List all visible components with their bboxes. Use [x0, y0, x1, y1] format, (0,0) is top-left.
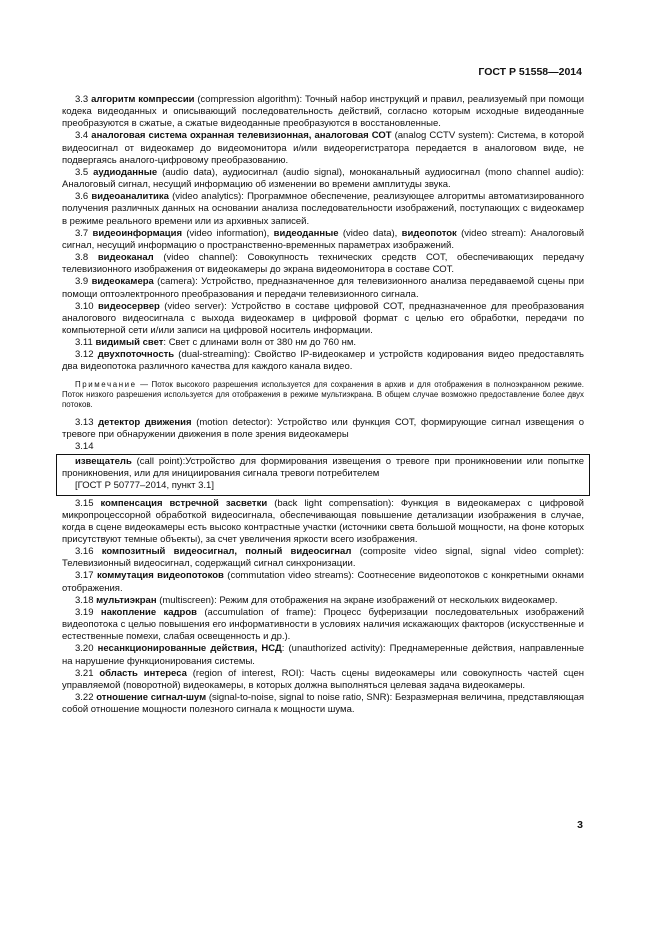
term-entry: 3.10 видеосервер (video server): Устройство в составе цифровой СОТ, предназначенное для преобразования аналогового видеосигнала с выхода видеокамер в цифровой формат с целью его обработки, передачи по компьютерной сети и/или записи на цифровой носитель информации. [62, 300, 584, 336]
term-entry: 3.17 коммутация видеопотоков (commutation video streams): Соотнесение видеопотоков с конкретными окнами отображения. [62, 570, 584, 594]
term-entry: 3.21 область интереса (region of interest, ROI): Часть сцены видеокамеры или совокупность частей сцен управляемой (поворотной) видеокамеры, в которых должна выполняться целевая задача видеокамеры. [62, 667, 585, 691]
term-entry: 3.9 видеокамера (camera): Устройство, предназначенное для телевизионного анализа передаваемой сцены при помощи оптоэлектронного преобразования и передачи телевизионного сигнала. [62, 276, 585, 300]
term-entry: 3.18 мультиэкран (multiscreen): Режим для отображения на экране изображений от нескольких видеокамер. [75, 594, 558, 606]
term-entry: 3.12 двухпоточность (dual-streaming): Свойство IP-видеокамер и устройств кодирования видео предоставлять два видеопотока различного качества для каждого канала видео. [62, 349, 585, 373]
term-entry: 3.22 отношение сигнал-шум (signal-to-noise, signal to noise ratio, SNR): Безразмерная величина, представляющая собой отношение мощности полезного сигнала к мощности шума. [62, 692, 585, 716]
term-entry: 3.5 аудиоданные (audio data), аудиосигнал (audio signal), моноканальный аудиосигнал (mono channel audio): Аналоговый сигнал, несущий информацию об изменении во времени амплитуды звука. [62, 166, 585, 191]
term-entry: 3.8 видеоканал (video channel): Совокупность технических средств СОТ, обеспечивающих передачу телевизионного изображения от видеокамеры до экрана видеомонитора в составе СОТ. [62, 252, 584, 276]
document-body [62, 94, 584, 716]
page-number: 3 [577, 819, 583, 831]
term-entry: извещатель (call point):Устройство для формирования извещения о тревоге при проникновении или попытке проникновения, или для инициирования сигнала тревоги потребителем [62, 456, 584, 480]
term-entry: 3.19 накопление кадров (accumulation of frame): Процесс буферизации последовательных изображений видеопотока с целью повышения его информативности в условиях наличия искажающих факторов (искусственные и естественные помехи, слабая освещенность и др.). [62, 606, 585, 643]
term-entry: 3.13 детектор движения (motion detector): Устройство или функция СОТ, формирующие сигнал извещения о тревоге при обнаружении движения в поле зрения видеокамеры [62, 416, 584, 440]
term-entry: 3.6 видеоаналитика (video analytics): Программное обеспечение, реализующее алгоритмы автоматизированного получения различных данных на основании анализа последовательности изображений, поступающих с видеокамер в режиме реального времени или из архивных записей. [62, 191, 585, 227]
document-header: ГОСТ Р 51558—2014 [478, 66, 582, 78]
quoted-definition-box [56, 454, 590, 495]
term-entry: 3.15 компенсация встречной засветки (back light compensation): Функция в видеокамерах с цифровой микропроцессорной обработкой видеосигнала, обеспечивающая повышение детализации изображения в случае, когда в сцене видеокамеры есть высоко контрастные участки (источники света большой мощности, на фоне которых присутствуют темные объекты), за счет увеличения яркости всего изображения. [62, 497, 584, 545]
term-entry: 3.4 аналоговая система охранная телевизионная, аналоговая СОТ (analog CCTV system): Система, в которой видеосигнал от видеокамер до видеомонитора и/или видеорегистратора передается в аналоговом виде, не подвергаясь аналого-цифровому преобразованию. [62, 130, 584, 166]
term-entry: 3.7 видеоинформация (video information), видеоданные (video data), видеопоток (video stream): Аналоговый сигнал, несущий информацию о пространственно-временных параметрах изображений. [62, 227, 585, 251]
term-number: 3.14 [75, 440, 94, 452]
term-entry: 3.20 несанкционированные действия, НСД: (unauthorized activity): Преднамеренные действия, направленные на нарушение функционирования системы. [62, 643, 584, 667]
term-entry: 3.11 видимый свет: Свет с длинами волн от 380 нм до 760 нм. [75, 337, 357, 349]
source-reference: [ГОСТ Р 50777–2014, пункт 3.1] [75, 480, 214, 492]
term-entry: 3.16 композитный видеосигнал, полный видеосигнал (composite video signal, signal video complet): Телевизионный видеосигнал, содержащий сигнал синхронизации. [62, 546, 584, 570]
term-entry: 3.3 алгоритм компрессии (compression algorithm): Точный набор инструкций и правил, реализуемый при помощи кодека видеоданных и описывающий последовательность действий, согласно которым исходные видеоданные преобразуются в сжатые, а сжатые видеоданные преобразуются в восстановленные. [62, 94, 585, 130]
note: Примечание — Поток высокого разрешения используется для сохранения в архив и для отображения в полноэкранном режиме. Поток низкого разрешения используется для отображения в режиме мультиэкрана. В общем случае возможно предоставление более двух потоков. [62, 379, 584, 409]
note-label: Примечание [75, 379, 137, 389]
